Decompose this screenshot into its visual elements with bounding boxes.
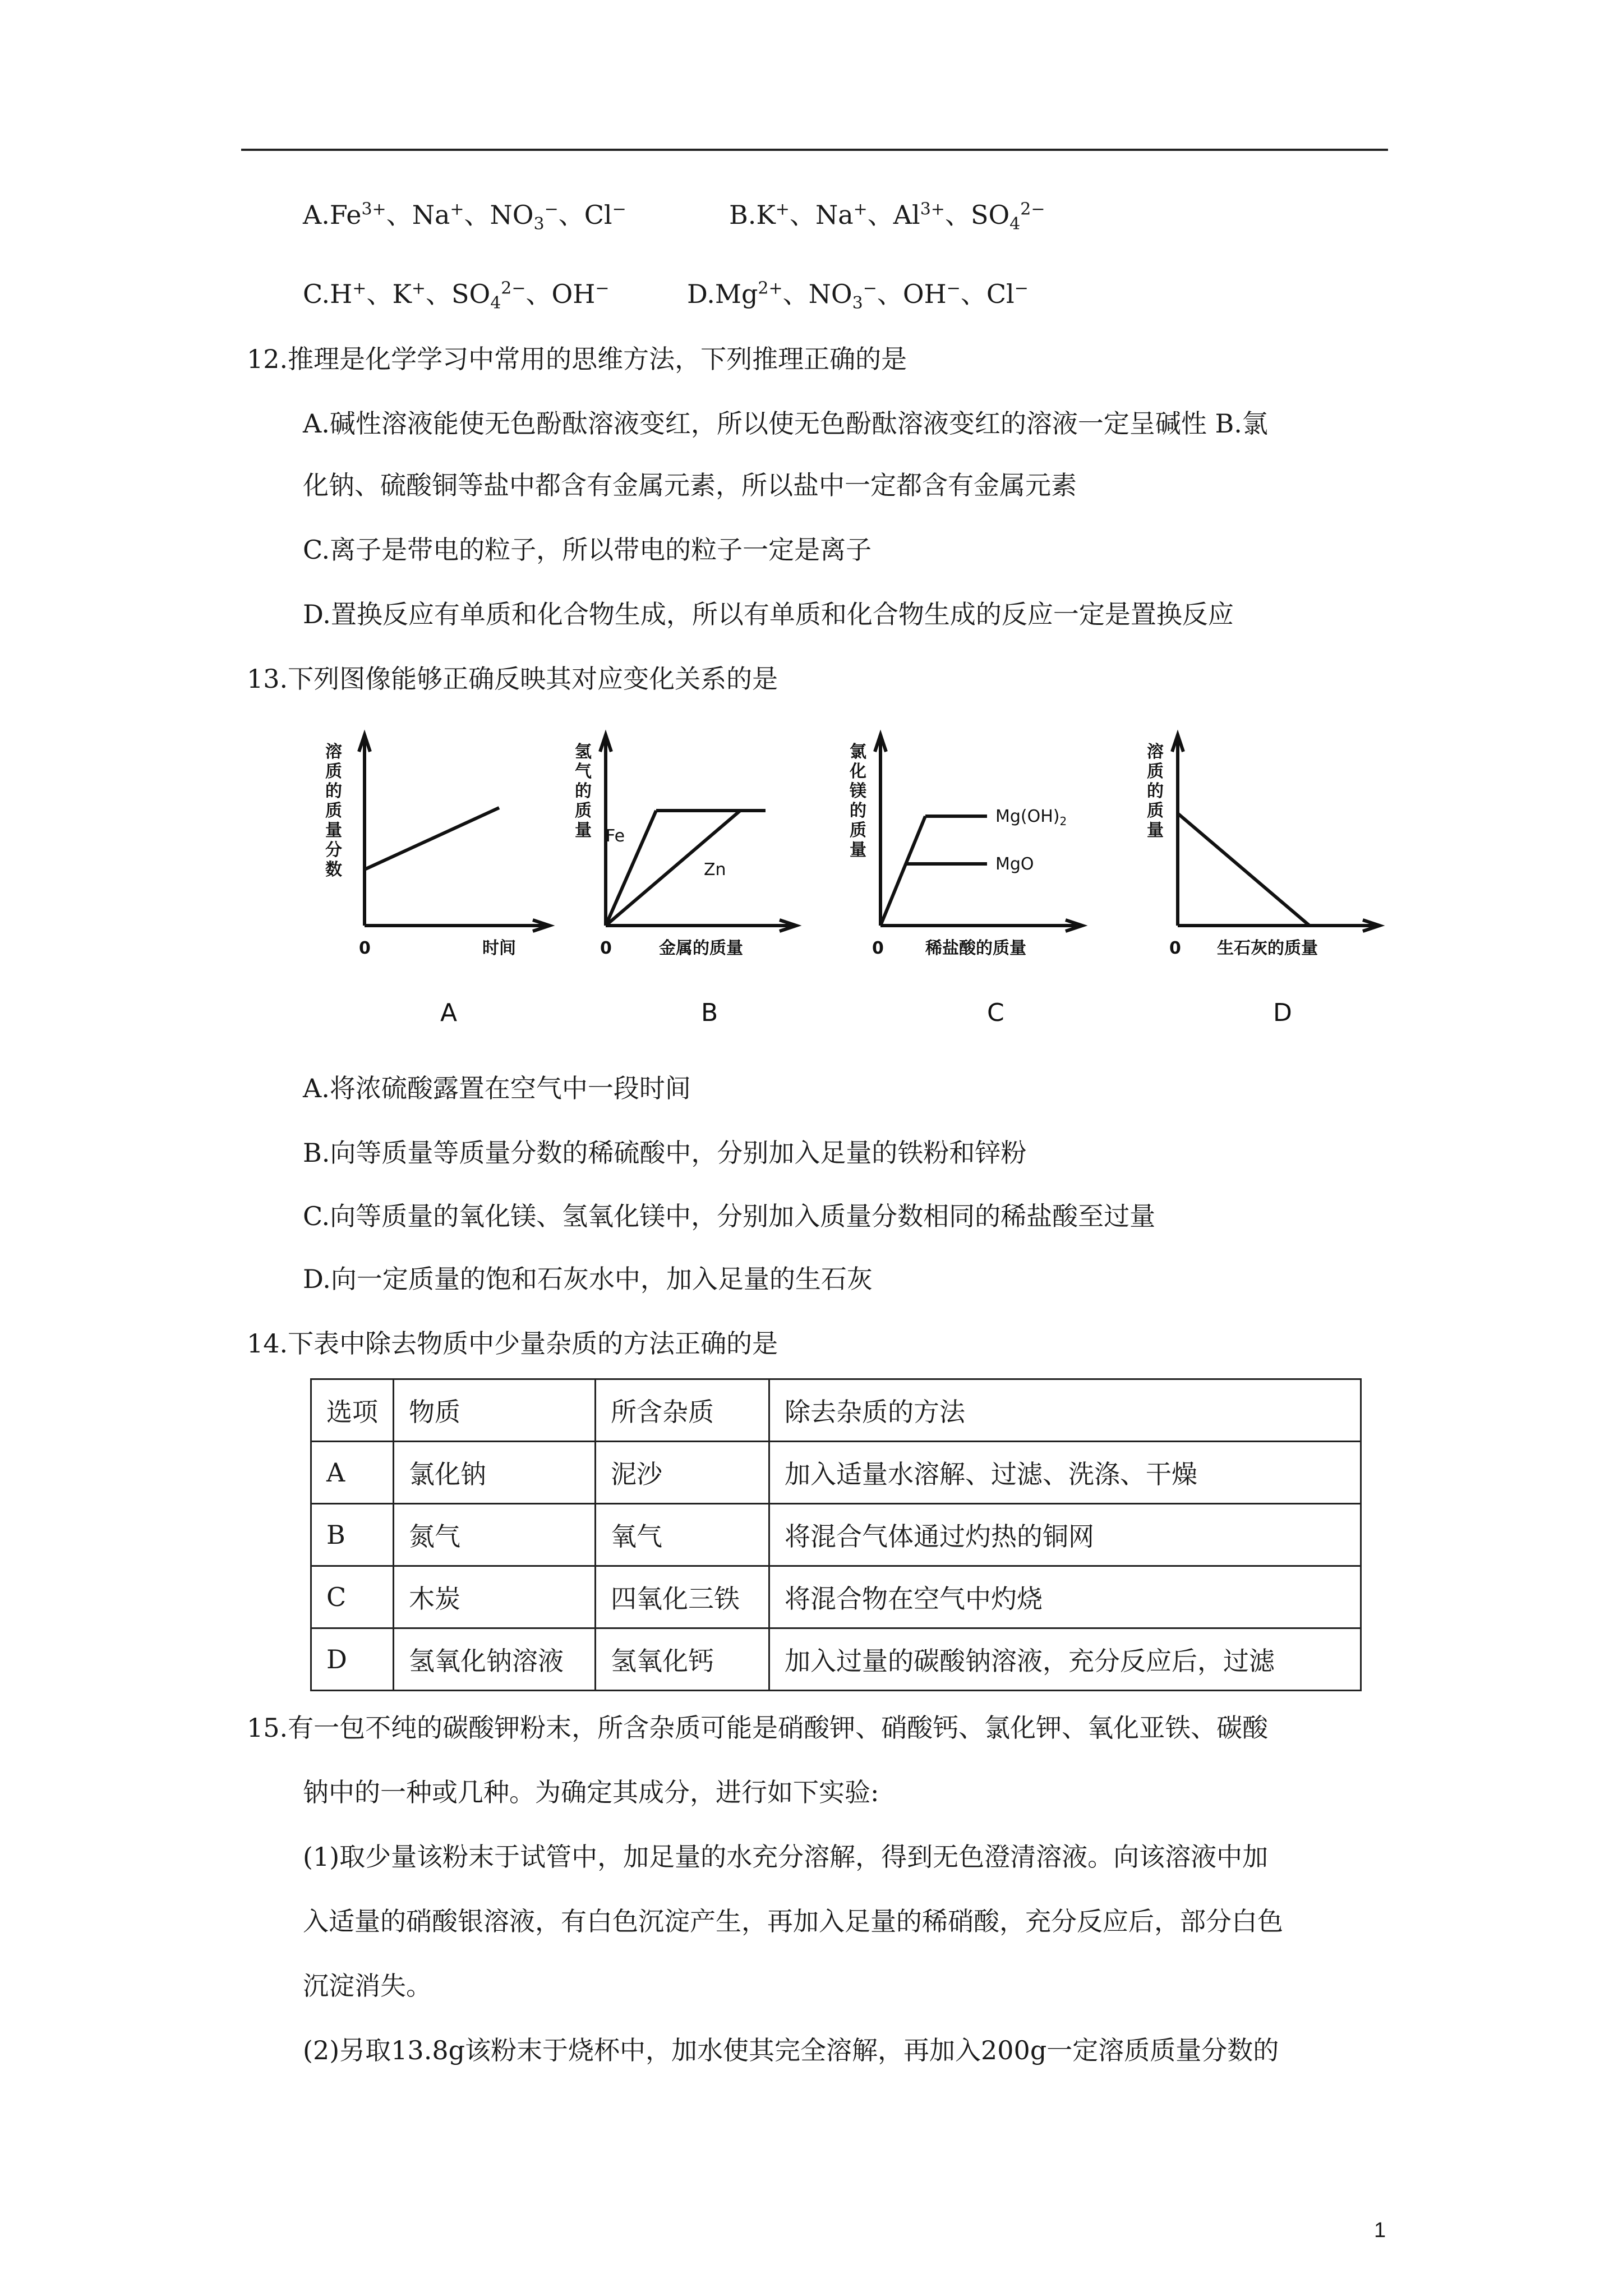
q14-table (310, 1378, 1362, 1691)
q15-part1-line1: (1)取少量该粉末于试管中，加足量的水充分溶解，得到无色澄清溶液。向该溶液中加 (303, 1842, 1269, 1872)
page-number: 1 (1374, 2219, 1386, 2242)
q12-option-a-line2: 化钠、硫酸铜等盐中都含有金属元素，所以盐中一定都含有金属元素 (303, 470, 1077, 500)
graph-d-ylabel-4: 质 (1147, 801, 1164, 821)
graph-a-ylabel-3: 的 (325, 781, 342, 801)
q12-stem: 12.推理是化学学习中常用的思维方法，下列推理正确的是 (247, 344, 907, 374)
table-header-cell: 物质 (394, 1379, 596, 1442)
table-cell: 泥沙 (596, 1442, 769, 1504)
q12-option-c: C.离子是带电的粒子，所以带电的粒子一定是离子 (303, 535, 872, 565)
graph-b (600, 735, 796, 931)
q11-option-d: $D.Mg^{2+}$、$NO_3^-$、OH−、Cl− (687, 278, 1029, 314)
q12-option-d: D.置换反应有单质和化合物生成，所以有单质和化合物生成的反应一定是置换反应 (303, 599, 1234, 629)
graph-a-ylabel-7: 数 (325, 860, 342, 880)
q13-option-c: C.向等质量的氧化镁、氢氧化镁中，分别加入质量分数相同的稀盐酸至过量 (303, 1201, 1156, 1231)
graph-c-series-mgo: MgO (995, 854, 1034, 874)
graph-a-caption: A (440, 999, 458, 1027)
graph-c-ylabel-6: 量 (850, 840, 866, 860)
graph-d-ylabel-5: 量 (1147, 821, 1164, 840)
graph-c-series-mgoh2: $Mg(OH)_2$ (995, 807, 1067, 828)
graph-d-line (1178, 813, 1310, 926)
q13-stem: 13.下列图像能够正确反映其对应变化关系的是 (247, 664, 778, 694)
table-cell: D (311, 1628, 394, 1691)
q11-option-c: C.H+、K+、$SO_4^{2-}$、OH− (303, 278, 610, 314)
graph-b-ylabel-2: 气 (575, 762, 592, 781)
q13-option-b: B.向等质量等质量分数的稀硫酸中，分别加入足量的铁粉和锌粉 (303, 1138, 1027, 1168)
q14-stem: 14.下表中除去物质中少量杂质的方法正确的是 (247, 1328, 778, 1359)
graph-b-caption: B (701, 999, 718, 1027)
q15-part2-line1: (2)另取13.8g该粉末于烧杯中，加水使其完全溶解，再加入200g一定溶质质量分数的 (303, 2035, 1279, 2065)
table-header-cell: 除去杂质的方法 (769, 1379, 1361, 1442)
graph-b-ylabel-1: 氢 (575, 742, 592, 762)
graph-d-ylabel-2: 质 (1147, 762, 1164, 781)
graph-d-ylabel-1: 溶 (1147, 742, 1164, 762)
table-cell: 氢氧化钙 (596, 1628, 769, 1691)
header-rule (241, 149, 1388, 151)
graph-c-ylabel-4: 的 (850, 801, 866, 821)
graph-b-origin: 0 (600, 938, 612, 958)
table-cell: 将混合气体通过灼热的铜网 (769, 1504, 1361, 1566)
graph-b-ylabel-3: 的 (575, 781, 592, 801)
graph-c-origin: 0 (872, 938, 884, 958)
table-cell: 加入过量的碳酸钠溶液，充分反应后，过滤 (769, 1628, 1361, 1691)
graph-c-caption: C (987, 999, 1004, 1027)
q15-part1-line3: 沉淀消失。 (303, 1971, 432, 2001)
table-cell: C (311, 1566, 394, 1628)
graph-c-ylabel-2: 化 (850, 762, 866, 781)
q13-graphs-svg (308, 729, 1402, 1043)
table-cell: 加入适量水溶解、过滤、洗涤、干燥 (769, 1442, 1361, 1504)
graph-a-ylabel-6: 分 (325, 840, 342, 860)
graph-b-series-fe: Fe (606, 826, 625, 846)
graph-d-ylabel-3: 的 (1147, 781, 1164, 801)
table-row (311, 1504, 1361, 1566)
graph-c (875, 735, 1082, 931)
graph-a-ylabel-1: 溶 (325, 742, 342, 762)
table-cell: 氧气 (596, 1504, 769, 1566)
graph-c-mgoh2-rise (880, 816, 925, 926)
graph-a (359, 735, 550, 931)
graph-a-origin: 0 (359, 938, 371, 958)
table-cell: 木炭 (394, 1566, 596, 1628)
graph-a-ylabel-5: 量 (325, 821, 342, 840)
table-header-cell: 所含杂质 (596, 1379, 769, 1442)
q13-option-a: A.将浓硫酸露置在空气中一段时间 (303, 1073, 691, 1103)
graph-d-caption: D (1273, 999, 1292, 1027)
q11-option-a: $A.Fe^{3+}$、Na+、$NO_3^-$、Cl− (303, 199, 626, 234)
graph-b-series-zn: Zn (704, 860, 726, 880)
graph-d-origin: 0 (1169, 938, 1181, 958)
graph-a-ylabel-4: 质 (325, 801, 342, 821)
graph-b-ylabel-5: 量 (575, 821, 592, 840)
table-row (311, 1442, 1361, 1504)
q11-option-b: B.K+、Na+、$Al^{3+}$、$SO_4^{2-}$ (729, 199, 1045, 234)
q15-stem-line1: 15.有一包不纯的碳酸钾粉末，所含杂质可能是硝酸钾、硝酸钙、氯化钾、氧化亚铁、碳酸 (247, 1713, 1269, 1743)
graph-d (1172, 735, 1380, 931)
q15-part1-line2: 入适量的硝酸银溶液，有白色沉淀产生，再加入足量的稀硝酸，充分反应后，部分白色 (303, 1906, 1283, 1936)
graph-c-ylabel-5: 质 (850, 821, 866, 840)
graph-a-ylabel-2: 质 (325, 762, 342, 781)
table-header-row (311, 1379, 1361, 1442)
q13-graphs (308, 729, 1402, 1043)
table-cell: 将混合物在空气中灼烧 (769, 1566, 1361, 1628)
q15-stem-line2: 钠中的一种或几种。为确定其成分，进行如下实验: (303, 1777, 879, 1807)
q13-option-d: D.向一定质量的饱和石灰水中，加入足量的生石灰 (303, 1264, 873, 1294)
table-cell: 四氧化三铁 (596, 1566, 769, 1628)
graph-d-xlabel: 生石灰的质量 (1217, 938, 1318, 958)
graph-c-xlabel: 稀盐酸的质量 (925, 938, 1026, 958)
graph-b-xlabel: 金属的质量 (659, 938, 743, 958)
table-cell: A (311, 1442, 394, 1504)
table-cell: B (311, 1504, 394, 1566)
graph-c-ylabel-1: 氯 (850, 742, 866, 762)
graph-b-ylabel-4: 质 (575, 801, 592, 821)
graph-c-ylabel-3: 镁 (850, 781, 866, 801)
table-row (311, 1566, 1361, 1628)
table-cell: 氢氧化钠溶液 (394, 1628, 596, 1691)
q12-option-a-line1: A.碱性溶液能使无色酚酞溶液变红，所以使无色酚酞溶液变红的溶液一定呈碱性 B.氯 (303, 408, 1268, 439)
table-row (311, 1628, 1361, 1691)
table-cell: 氮气 (394, 1504, 596, 1566)
table-cell: 氯化钠 (394, 1442, 596, 1504)
graph-a-xlabel: 时间 (482, 938, 516, 958)
graph-a-line (365, 808, 499, 869)
table-header-cell: 选项 (311, 1379, 394, 1442)
